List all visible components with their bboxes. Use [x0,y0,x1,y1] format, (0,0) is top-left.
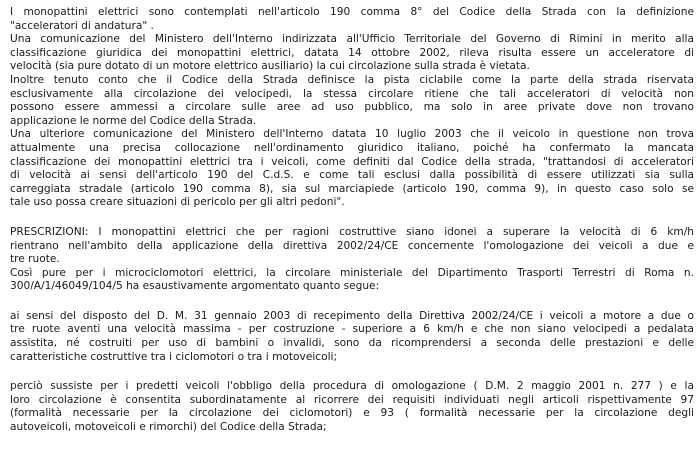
text-line: "acceleratori di andatura" . [10,19,154,32]
text-line: (formalità necessarie per la circolazione dei ciclomotori) e 93 ( formalità necessarie per la circolazione degli [10,407,694,420]
document-page [10,6,694,435]
paragraph-p4 [10,128,694,210]
paragraph-spacer [10,210,694,226]
text-line: loro circolazione è consentita subordinatamente al ricorrere dei requisiti individuati negli articoli rispettivamente 97 [10,393,694,406]
text-line: carreggiata stradale (articolo 190 comma 8), sia sul marciapiede (articolo 190, comma 9), in questo caso solo se [10,182,694,195]
text-line: applicazione le norme del Codice della Strada. [10,114,257,127]
text-line: tale uso possa creare situazioni di pericolo per gli altri pedoni". [10,196,345,209]
text-line: tre ruote aventi una velocità massima - per costruzione - superiore a 6 km/h e che non siano velocipedi a pedalata [10,323,694,336]
text-line: rientrano nell'ambito della applicazione della direttiva 2002/24/CE concernente l'omologazione dei veicoli a due e [10,239,694,252]
text-line: velocità (sia pure dotato di un motore elettrico ausiliario) la cui circolazione sulla strada è vietata. [10,60,530,73]
paragraph-p2 [10,33,694,74]
text-line: classificazione giuridica dei monopattini elettrici, datata 14 ottobre 2002, rileva risulta essere un acceleratore di [10,46,694,59]
paragraph-p3 [10,74,694,128]
paragraph-p8 [10,380,694,434]
text-line: di velocità ai sensi dell'articolo 190 del C.d.S. e come tali esclusi dalla possibilità di essere utilizzati sia sulla [10,169,694,182]
text-line: perciò sussiste per i predetti veicoli l'obbligo della procedura di omologazione ( D.M. 2 maggio 2001 n. 277 ) e la [10,380,694,393]
text-line: Inoltre tenuto conto che il Codice della Strada definisce la pista ciclabile come la parte della strada riservata [10,73,694,86]
text-line: assistita, né costruiti per uso di bambini o invalidi, sono da ricomprendersi a seconda delle prestazioni e delle [10,337,694,350]
text-line: classificazione dei monopattini elettrici tra i veicoli, come definiti dal Codice della strada, "trattandosi di acceleratori [10,155,694,168]
text-line: tre ruote. [10,253,60,266]
paragraph-spacer [10,364,694,380]
text-line: 300/A/1/46049/104/5 ha esaustivamente argomentato quanto segue: [10,280,380,293]
paragraph-p5 [10,226,694,267]
paragraph-spacer [10,294,694,310]
text-line: Così pure per i microciclomotori elettrici, la circolare ministeriale del Dipartimento Trasporti Terrestri di Roma n. [10,266,694,279]
text-line: I monopattini elettrici sono contemplati nell'articolo 190 comma 8° del Codice della Strada con la definizione [10,6,694,18]
text-line: ai sensi del disposto del D. M. 31 gennaio 2003 di recepimento della Direttiva 2002/24/CE i veicoli a motore a due o [10,309,694,322]
text-line: PRESCRIZIONI: I monopattini elettrici che per ragioni costruttive siano idonei a superare la velocità di 6 km/h [10,225,694,238]
text-line: possono essere ammessi a circolare sulle aree ad uso pubblico, ma solo in aree private dove non trovano [10,101,694,114]
paragraph-p1 [10,6,694,33]
text-line: caratteristiche costruttive tra i ciclomotori o tra i motoveicoli; [10,350,338,363]
text-line: Una ulteriore comunicazione del Ministero dell'Interno datata 10 luglio 2003 che il veicolo in questione non trova [10,128,694,141]
text-line: autoveicoli, motoveicoli e rimorchi) del Codice della Strada; [10,421,327,434]
text-line: esclusivamente alla circolazione dei velocipedi, la stessa circolare ritiene che tali acceleratori di velocità non [10,87,694,100]
paragraph-p7 [10,310,694,364]
text-line: attualmente una precisa collocazione nell'ordinamento giuridico italiano, poiché ha confermato la mancata [10,141,694,154]
text-line: Una comunicazione del Ministero dell'Interno indirizzata all'Ufficio Territoriale del Governo di Rimini in merito alla [10,33,694,46]
paragraph-p6 [10,267,694,294]
